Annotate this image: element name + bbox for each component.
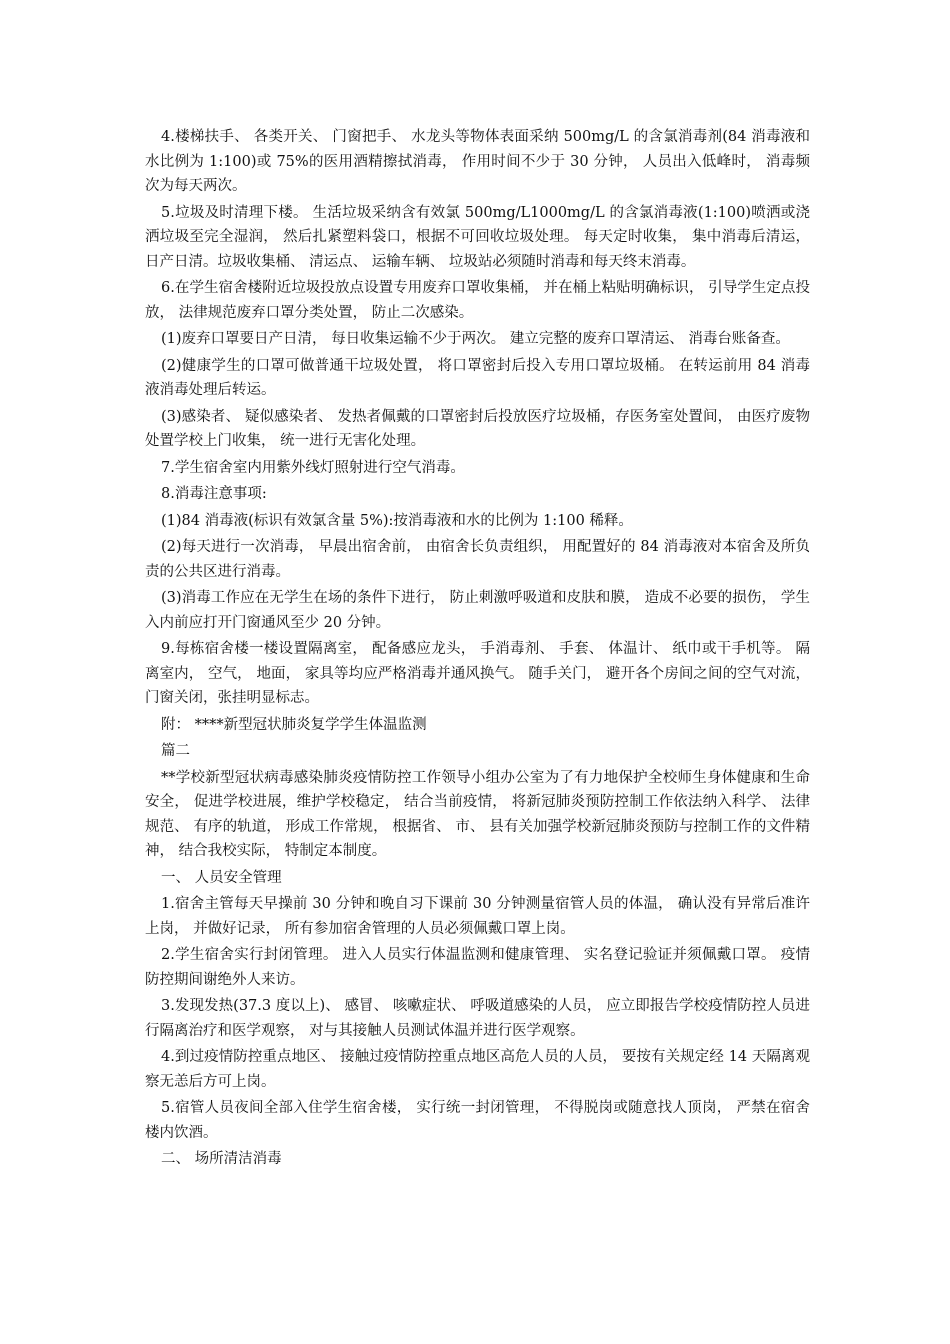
paragraph-item-6: 6.在学生宿舍楼附近垃圾投放点设置专用废弃口罩收集桶， 并在桶上粘贴明确标识， 引导学生定点投放， 法律规范废弃口罩分类处置， 防止二次感染。: [145, 280, 810, 321]
document-body: [145, 125, 810, 1174]
paragraph-personnel-5: 5.宿管人员夜间全部入住学生宿舍楼， 实行统一封闭管理， 不得脱岗或随意找人顶岗， 严禁在宿舍楼内饮酒。: [145, 1100, 810, 1141]
paragraph-item-5: 5.垃圾及时清理下楼。 生活垃圾采纳含有效氯 500mg/L1000mg/L 的含氯消毒液(1:100)喷洒或浇洒垃圾至完全湿润， 然后扎紧塑料袋口，根据不可回收垃圾处理。 每天定时收集， 集中消毒后清运， 日产日清。垃圾收集桶、 清运点、 运输车辆、 垃圾站必须随时消毒和每天终末消毒。: [145, 204, 810, 270]
paragraph-item-4: 4.楼梯扶手、 各类开关、 门窗把手、 水龙头等物体表面采纳 500mg/L 的含氯消毒剂(84 消毒液和水比例为 1:100)或 75%的医用酒精擦拭消毒， 作用时间不少于 30 分钟， 人员出入低峰时， 消毒频次为每天两次。: [145, 129, 810, 194]
paragraph-intro: **学校新型冠状病毒感染肺炎疫情防控工作领导小组办公室为了有力地保护全校师生身体健康和生命安全， 促进学校进展，维护学校稳定， 结合当前疫情， 将新冠肺炎预防控制工作依法纳入科学、 法律规范、 有序的轨道， 形成工作常规， 根据省、 市、 县有关加强学校新冠肺炎预防与控制工作的文件精神， 结合我校实际， 特制定本制度。: [145, 769, 810, 859]
paragraph-sub-item-6-2: (2)健康学生的口罩可做普通干垃圾处置， 将口罩密封后投入专用口罩垃圾桶。 在转运前用 84 消毒液消毒处理后转运。: [145, 357, 810, 398]
paragraph-sub-item-6-1: (1)废弃口罩要日产日清， 每日收集运输不少于两次。 建立完整的废弃口罩清运、 消毒台账备查。: [161, 331, 790, 347]
section-heading-personnel: 一、 人员安全管理: [161, 869, 282, 886]
paragraph-sub-item-8-1: (1)84 消毒液(标识有效氯含量 5%):按消毒液和水的比例为 1:100 稀释。: [161, 512, 633, 529]
paragraph-personnel-3: 3.发现发热(37.3 度以上)、 感冒、 咳嗽症状、 呼吸道感染的人员， 应立即报告学校疫情防控人员进行隔离治疗和医学观察， 对与其接触人员测试体温并进行医学观察。: [145, 998, 810, 1039]
paragraph-personnel-2: 2.学生宿舍实行封闭管理。 进入人员实行体温监测和健康管理、 实名登记验证并须佩戴口罩。 疫情防控期间谢绝外人来访。: [145, 947, 810, 988]
paragraph-sub-item-8-2: (2)每天进行一次消毒， 早晨出宿舍前， 由宿舍长负责组织， 用配置好的 84 消毒液对本宿舍及所负责的公共区进行消毒。: [145, 539, 810, 580]
section-heading-part-two: 篇二: [161, 743, 190, 759]
paragraph-item-8: 8.消毒注意事项:: [161, 486, 267, 502]
paragraph-personnel-4: 4.到过疫情防控重点地区、 接触过疫情防控重点地区高危人员的人员， 要按有关规定经 14 天隔离观察无恙后方可上岗。: [145, 1049, 810, 1090]
paragraph-item-7: 7.学生宿舍室内用紫外线灯照射进行空气消毒。: [161, 459, 465, 476]
paragraph-sub-item-8-3: (3)消毒工作应在无学生在场的条件下进行， 防止刺激呼吸道和皮肤和膜， 造成不必要的损伤， 学生入内前应打开门窗通风至少 20 分钟。: [145, 590, 810, 631]
paragraph-personnel-1: 1.宿舍主管每天早操前 30 分钟和晚自习下课前 30 分钟测量宿管人员的体温， 确认没有异常后准许上岗， 并做好记录， 所有参加宿舍管理的人员必须佩戴口罩上岗。: [145, 896, 810, 937]
paragraph-sub-item-6-3: (3)感染者、 疑似感染者、 发热者佩戴的口罩密封后投放医疗垃圾桶，存医务室处置间， 由医疗废物处置学校上门收集， 统一进行无害化处理。: [145, 408, 810, 449]
paragraph-item-9: 9.每栋宿舍楼一楼设置隔离室， 配备感应龙头， 手消毒剂、 手套、 体温计、 纸巾或干手机等。 隔离室内， 空气， 地面， 家具等均应严格消毒并通风换气。 随手关门， 避开各个房间之间的空气对流， 门窗关闭，张挂明显标志。: [145, 641, 810, 706]
section-heading-cleaning: 二、 场所清洁消毒: [161, 1151, 282, 1167]
paragraph-appendix: 附： ****新型冠状肺炎复学学生体温监测: [161, 716, 427, 733]
